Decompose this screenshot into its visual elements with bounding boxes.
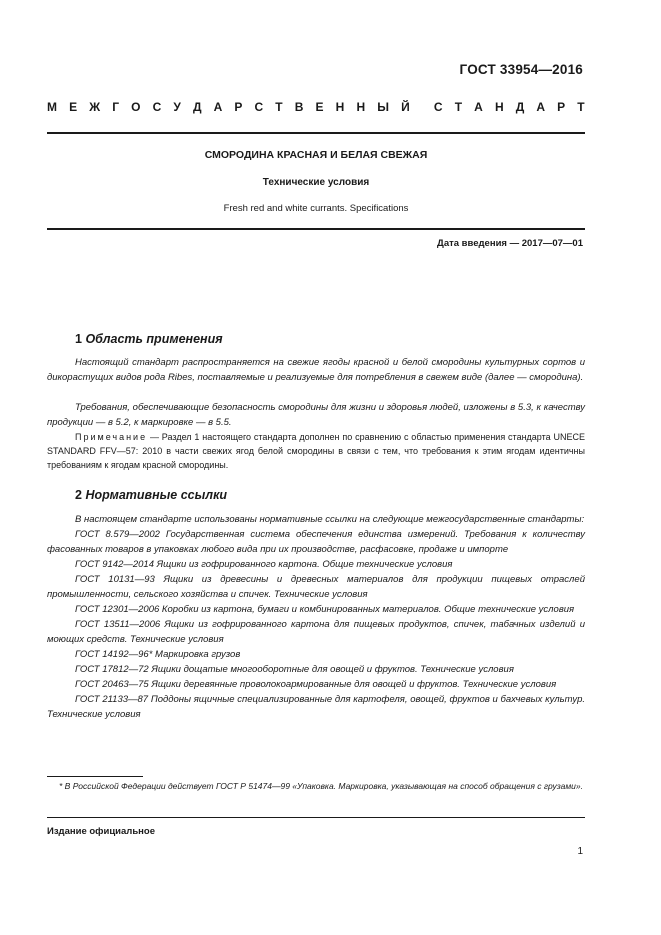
banner-letter: С [254,100,264,114]
reference-item: ГОСТ 20463—75 Ящики деревянные проволокоармированные для овощей и фруктов. Технические условия [75,679,557,690]
reference-item: ГОСТ 21133—87 Поддоны ящичные специализированные для картофеля, овощей, фруктов и бахчевых культур. Технические условия [47,694,585,720]
banner-letter: Ы [377,100,389,114]
banner-letter: Е [69,100,78,114]
banner-letter: Е [315,100,324,114]
reference-item: ГОСТ 14192—96* Маркировка грузов [75,649,241,660]
banner-letter: Н [494,100,504,114]
section-number: 2 [75,488,82,502]
document-code: ГОСТ 33954—2016 [459,62,583,77]
reference-item: ГОСТ 17812—72 Ящики дощатые многооборотные для овощей и фруктов. Технические условия [75,664,514,675]
banner-letter: Г [112,100,120,114]
normative-references-list [47,512,585,722]
note-label: Примечание [75,432,148,442]
reference-item: ГОСТ 13511—2006 Ящики из гофрированного картона для пищевых продуктов, спичек, табачных изделий и моющих средств. Технические условия [47,619,585,645]
banner-letter: Д [515,100,525,114]
english-title: Fresh red and white currants. Specifications [223,203,409,214]
safety-paragraph: Требования, обеспечивающие безопасность смородины для жизни и здоровья людей, изложены в 5.3, к качеству продукции — в 5.2, к маркировке — в 5.5. [47,402,585,428]
banner-letter: Ж [89,100,101,114]
reference-item: В настоящем стандарте использованы нормативные ссылки на следующие межгосударственные стандарты: [75,514,585,525]
footer-divider [47,817,585,818]
reference-item: ГОСТ 8.579—2002 Государственная система обеспечения единства измерений. Требования к количеству фасованных товаров в упаковках любого вида при их производстве, расфасовке, продаже и импорте [47,529,585,555]
banner-letter: У [173,100,181,114]
title-divider [47,228,585,230]
note-text: — Раздел 1 настоящего стандарта дополнен по сравнению с областью применения стандарта UNECE STANDARD FFV—57: 2010 в части свежих ягод белой смородины в связи с тем, что требования к этим ягодам идентичны требованиям к ягодам красной смородины. [47,432,585,470]
banner-letter: Р [557,100,566,114]
banner-letter: Н [335,100,345,114]
section-title: Нормативные ссылки [85,488,228,502]
banner-letter: Т [275,100,283,114]
document-title: СМОРОДИНА КРАСНАЯ И БЕЛАЯ СВЕЖАЯ [204,149,428,161]
banner-letter: С [433,100,443,114]
banner-letter: Р [234,100,243,114]
document-subtitle: Технические условия [262,177,370,188]
banner-letter: А [536,100,546,114]
banner-letter: А [213,100,223,114]
section-1-heading [75,332,223,346]
banner-letter: С [152,100,162,114]
banner-letter: А [474,100,483,114]
footnote-divider [47,776,143,777]
banner-letter: О [131,100,141,114]
reference-item: ГОСТ 10131—93 Ящики из древесины и древесных материалов для продукции пищевых отраслей промышленности, сельского хозяйства и спичек. Технические условия [47,574,585,600]
scope-note [47,430,585,472]
page-number: 1 [577,846,583,857]
official-edition-label: Издание официальное [47,826,155,837]
banner-letter: Т [454,100,463,114]
banner-letter: Д [192,100,202,114]
interstate-standard-banner [47,100,585,114]
footnote: * В Российской Федерации действует ГОСТ Р 51474—99 «Упаковка. Маркировка, указывающая на способ обращения с грузами». [59,781,583,791]
banner-letter: Й [401,100,410,114]
reference-item: ГОСТ 9142—2014 Ящики из гофрированного картона. Общие технические условия [75,559,453,570]
section-number: 1 [75,332,82,346]
banner-letter: Н [356,100,366,114]
section-title: Область применения [85,332,223,346]
reference-item: ГОСТ 12301—2006 Коробки из картона, бумаги и комбинированных материалов. Общие технические условия [75,604,575,615]
section-2-heading [75,488,227,502]
scope-paragraph: Настоящий стандарт распространяется на свежие ягоды красной и белой смородины культурных сортов и дикорастущих видов рода Ribes, поставляемые и реализуемые для потребления в свежем виде (далее — смородина). [47,357,585,383]
banner-letter: Т [577,100,585,114]
banner-letter: М [47,100,57,114]
header-divider [47,132,585,134]
introduction-date: Дата введения — 2017—07—01 [437,238,583,249]
banner-letter: В [294,100,304,114]
